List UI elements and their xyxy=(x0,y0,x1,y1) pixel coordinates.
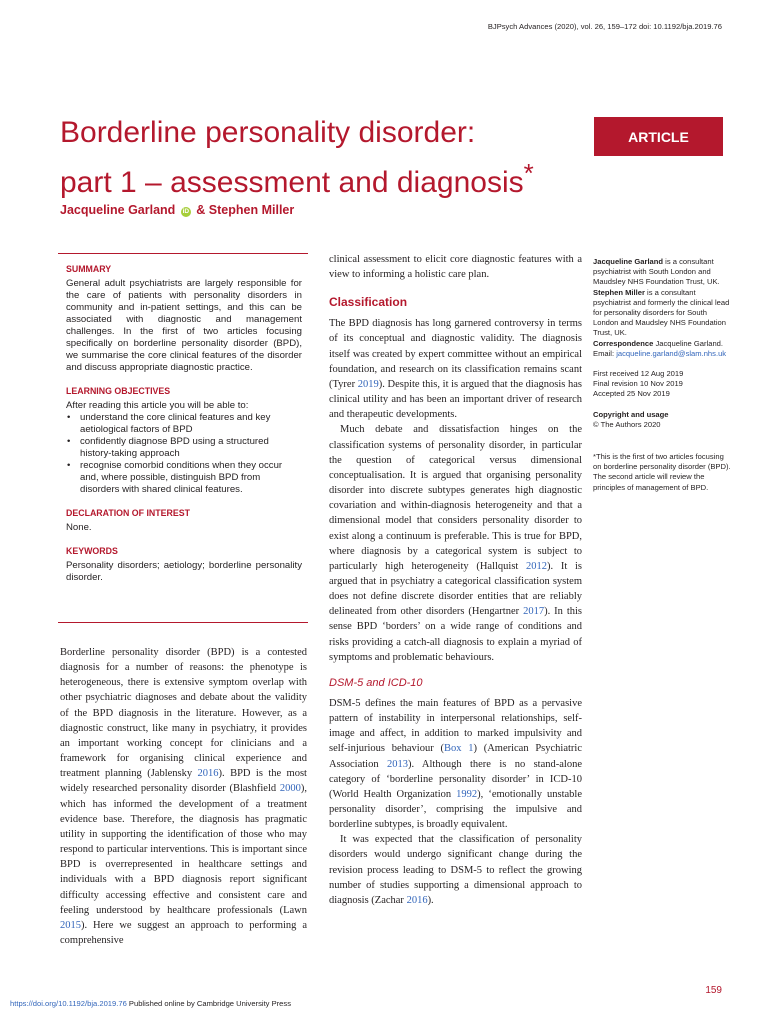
page-footer: https://doi.org/10.1192/bja.2019.76 Published online by Cambridge University Press xyxy=(10,999,291,1008)
copyright-text: © The Authors 2020 xyxy=(593,419,661,429)
objectives-intro: After reading this article you will be able to: xyxy=(66,400,249,411)
reference-link[interactable]: 2019 xyxy=(357,378,379,390)
body-column-1 xyxy=(60,645,307,948)
reference-link[interactable]: 2016 xyxy=(406,894,428,906)
article-title xyxy=(60,113,590,203)
title-line-2: part 1 – assessment and diagnosis xyxy=(60,166,524,199)
summary-text: General adult psychiatrists are largely responsible for the care of patients with personality disorders in community and in-patient settings, and this can be associated with diagnostic and management challenges. In the first of two articles focusing specifically on borderline personality disorder (BPD), we summarise the core clinical features of the disorder and discuss appropriate diagnostic practice. xyxy=(66,278,302,373)
objectives-list xyxy=(66,412,302,496)
list-item: • understand the core clinical features and key aetiological factors of BPD xyxy=(66,412,302,436)
author-bio: Jacqueline Garland is a consultant psychiatrist with South London and Maudsley NHS Foundation Trust, UK. xyxy=(593,257,720,287)
received-date: First received 12 Aug 2019 xyxy=(593,369,684,379)
declaration-text: None. xyxy=(66,522,92,533)
body-paragraph: Much debate and dissatisfaction hinges on the classification systems of personality disorder, in particular the question of categorical versus dimensional conceptualisation. It is argued that organising personality disorder into discrete subtypes generates high diagnostic covariation and within-diagnosis heterogeneity and that a dimensional model that considers personality disorder to exist along a continuum is preferable. This is true for BPD, where diagnosis by a categorical system is subject to particularly high heterogeneity (Hallquist 2012). It is argued that in psychiatry a categorical classification system does not define discrete disorder entities that are reliably delineated from other disorders (Hengartner 2017). In this sense BPD ‘borders’ on a wide range of conditions and risks providing a catch-all diagnosis to explain a myriad of symptoms and problematic behaviours. xyxy=(329,424,583,663)
body-paragraph: The BPD diagnosis has long garnered controversy in terms of its conceptual and diagnostic validity. The diagnosis itself was created by expert committee without an empirical foundation, and research on its classification remains scant (Tyrer 2019). Despite this, it is argued that the diagnosis has clinical utility and has been an important driver of research and therapeutic developments. xyxy=(329,318,582,421)
body-column-2 xyxy=(329,252,582,908)
summary-heading: SUMMARY xyxy=(66,264,112,274)
accepted-date: Accepted 25 Nov 2019 xyxy=(593,389,670,399)
revised-date: Final revision 10 Nov 2019 xyxy=(593,379,683,389)
email-line: Email: jacqueline.garland@slam.nhs.uk xyxy=(593,348,727,358)
objectives-heading: LEARNING OBJECTIVES xyxy=(66,386,171,396)
body-paragraph: DSM-5 defines the main features of BPD as a pervasive pattern of instability in interpersonal relationships, self-image and affect, in addition to marked impulsivity and self-injurious behaviour (Box 1) (American Psychiatric Association 2013). Although there is no stand-alone category of ‘borderline personality disorder’ in ICD-10 (World Health Organization 1992), ‘emotionally unstable personality disorder’, comprising the impulsive and borderline subtypes, is broadly equivalent. xyxy=(329,697,582,831)
journal-citation: BJPsych Advances (2020), vol. 26, 159–172 doi: 10.1192/bja.2019.76 xyxy=(487,22,722,31)
box-link[interactable]: Box 1 xyxy=(443,743,474,755)
body-paragraph: Borderline personality disorder (BPD) is a contested diagnosis for a number of reasons: the phenotype is heterogeneous, there is extensive symptom overlap with other psychiatric diagnoses and debate about the validity of the BPD diagnosis in the literature. However, as a diagnostic construct, like many in psychiatry, it provides an important working concept for clinicians and a framework for organising clinical experience and treatment planning (Jablensky 2016). BPD is the most widely researched personality disorder (Blashfield 2000), which has informed the development of a treatment evidence base. Therefore, the diagnosis has pragmatic utility in supporting the identification of those who may respond to particular interventions. This is important since BPD is overrepresented in healthcare settings and individuals with a BPD diagnosis report significant difficulty accessing effective and consistent care and feeling understood by healthcare professionals (Lawn 2015). Here we suggest an approach to performing a comprehensive xyxy=(60,647,307,946)
declaration-heading: DECLARATION OF INTEREST xyxy=(66,508,190,518)
subsection-heading-dsm: DSM-5 and ICD-10 xyxy=(329,676,423,689)
copyright-heading: Copyright and usage xyxy=(593,409,669,419)
reference-link[interactable]: 2015 xyxy=(60,919,81,931)
keywords-heading: KEYWORDS xyxy=(66,546,118,556)
doi-link[interactable]: https://doi.org/10.1192/bja.2019.76 xyxy=(10,999,127,1008)
title-line-1: Borderline personality disorder: xyxy=(60,116,476,149)
page-number: 159 xyxy=(705,985,722,996)
body-paragraph: It was expected that the classification of personality disorders would undergo significant change during the revision process leading to DSM-5 to reflect the growing number of studies supporting a dimensional approach to diagnosis (Zachar 2016). xyxy=(329,834,582,906)
body-paragraph: clinical assessment to elicit core diagnostic features with a view to informing a holistic care plan. xyxy=(329,254,582,281)
keywords-text: Personality disorders; aetiology; borderline personality disorder. xyxy=(66,560,302,583)
reference-link[interactable]: 1992 xyxy=(456,788,478,800)
reference-link[interactable]: 2016 xyxy=(197,768,219,780)
author-sidebar xyxy=(593,257,733,493)
title-footnote-marker[interactable]: * xyxy=(523,158,534,188)
title-footnote: *This is the first of two articles focusing on borderline personality disorder (BPD). The second article will review the principles of management of BPD. xyxy=(593,452,731,492)
section-heading-classification: Classification xyxy=(329,295,408,310)
author-list xyxy=(60,203,294,217)
article-type-badge: ARTICLE xyxy=(594,117,723,156)
author-bio: Stephen Miller is a consultant psychiatrist and formerly the clinical lead for personality disorders for South London and Maudsley NHS Foundation Trust, UK. xyxy=(593,287,730,338)
author-name: & Stephen Miller xyxy=(196,203,295,217)
author-name: Jacqueline Garland xyxy=(60,203,176,217)
summary-box xyxy=(58,253,308,623)
reference-link[interactable]: 2013 xyxy=(386,758,408,770)
correspondence: Correspondence Jacqueline Garland. xyxy=(593,338,723,348)
reference-link[interactable]: 2000 xyxy=(279,783,301,795)
orcid-icon[interactable]: iD xyxy=(182,208,190,215)
reference-link[interactable]: 2017 xyxy=(523,606,545,618)
list-item: • confidently diagnose BPD using a structured history-taking approach xyxy=(66,436,302,460)
email-link[interactable]: jacqueline.garland@slam.nhs.uk xyxy=(616,348,727,358)
list-item: • recognise comorbid conditions when they occur and, where possible, distinguish BPD from disorders with shared clinical features. xyxy=(66,460,302,496)
reference-link[interactable]: 2012 xyxy=(526,560,548,572)
